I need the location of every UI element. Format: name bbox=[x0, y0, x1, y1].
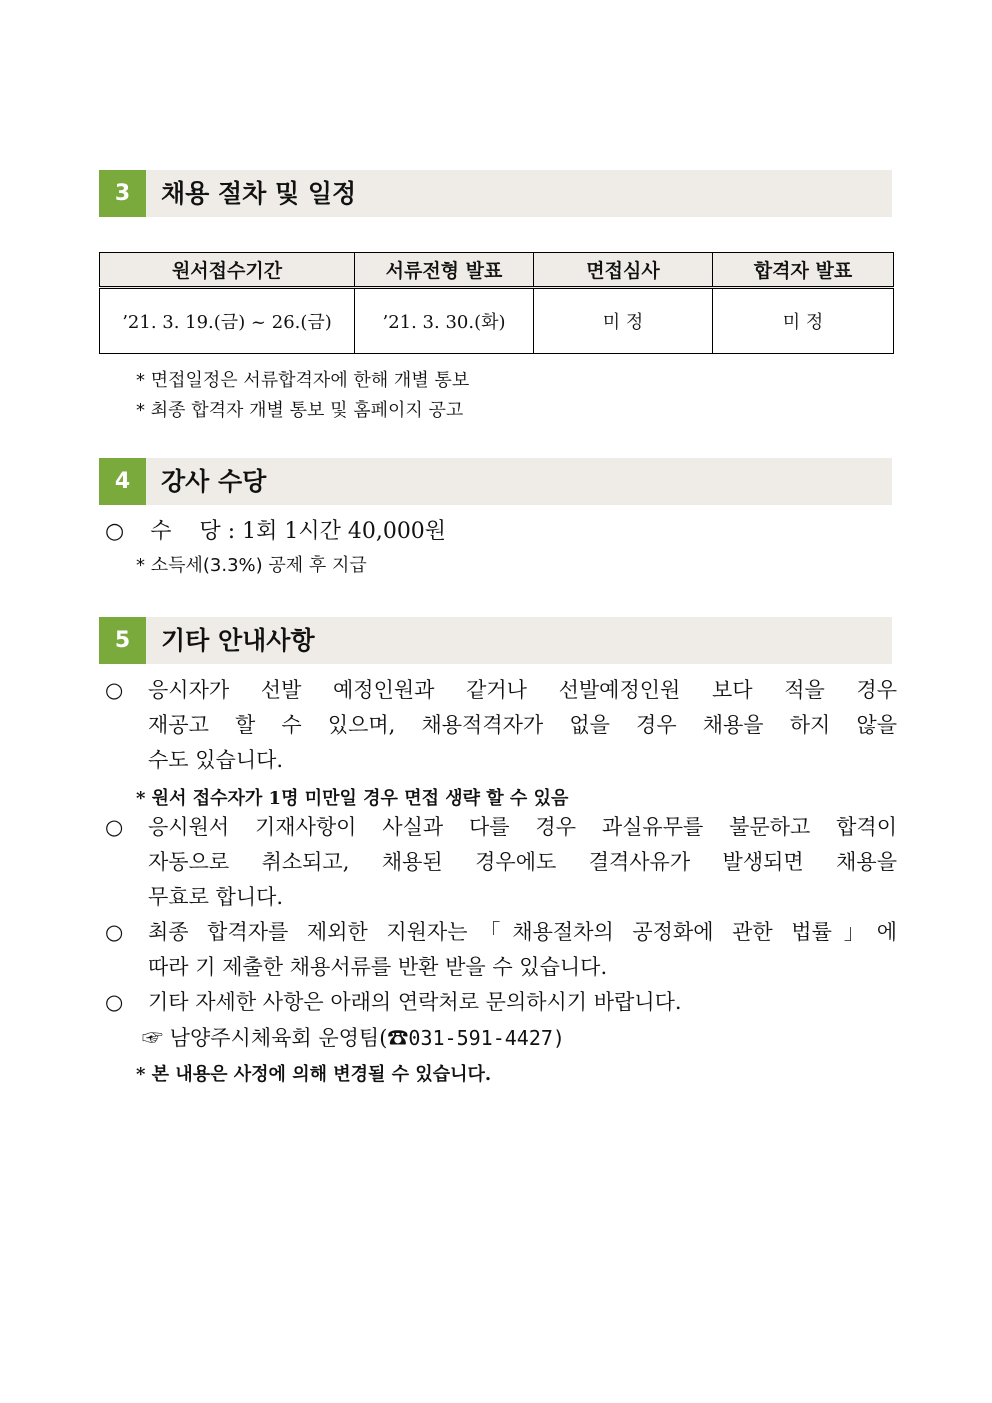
notice-paragraph bbox=[105, 673, 897, 778]
table-cell: ’21. 3. 19.(금) ~ 26.(금) bbox=[122, 312, 332, 333]
paragraph-line: 응시원서 기재사항이 사실과 다를 경우 과실유무를 불문하고 합격이 bbox=[148, 815, 897, 839]
paragraph-line: 최종 합격자를 제외한 지원자는「채용절차의 공정화에 관한 법률」에 bbox=[148, 920, 897, 944]
section-number: 4 bbox=[99, 458, 146, 505]
paragraph-line: 재공고 할 수 있으며, 채용적격자가 없을 경우 채용을 하지 않을 bbox=[148, 713, 897, 737]
table-row bbox=[100, 288, 894, 354]
section-header-other bbox=[99, 617, 892, 664]
allowance-label: 수 당 bbox=[150, 519, 221, 544]
bullet-circle: ○ bbox=[105, 519, 125, 544]
bullet-circle: ○ bbox=[105, 815, 124, 839]
table-cell: 미 정 bbox=[713, 288, 894, 354]
bullet-circle: ○ bbox=[105, 678, 124, 702]
schedule-note: * 최종 합격자 개별 통보 및 홈페이지 공고 bbox=[136, 400, 464, 421]
section-title: 강사 수당 bbox=[161, 467, 267, 496]
phone-icon: ☎ bbox=[387, 1026, 409, 1050]
notice-paragraph bbox=[105, 810, 897, 915]
header-cell: 합격자 발표 bbox=[713, 253, 894, 288]
table-cell: ’21. 3. 30.(화) bbox=[355, 288, 534, 354]
bullet-circle: ○ bbox=[105, 990, 124, 1014]
section-header-schedule bbox=[99, 170, 892, 217]
bullet-circle: ○ bbox=[105, 920, 124, 944]
notice-paragraph bbox=[105, 915, 897, 985]
interview-note: * 원서 접수자가 1명 미만일 경우 면접 생략 할 수 있음 bbox=[136, 788, 569, 809]
allowance-value: : 1회 1시간 40,000원 bbox=[227, 519, 447, 544]
header-cell: 서류전형 발표 bbox=[355, 253, 534, 288]
section-title: 채용 절차 및 일정 bbox=[161, 179, 357, 208]
contact-phone: 031-591-4427) bbox=[408, 1026, 565, 1050]
change-note: * 본 내용은 사정에 의해 변경될 수 있습니다. bbox=[136, 1064, 492, 1085]
section-header-allowance bbox=[99, 458, 892, 505]
contact-team: ☞ 남양주시체육회 운영팀( bbox=[142, 1026, 388, 1050]
section-number: 5 bbox=[99, 617, 146, 664]
paragraph-line: 따라 기 제출한 채용서류를 반환 받을 수 있습니다. bbox=[148, 955, 608, 979]
contact-line bbox=[142, 1022, 565, 1052]
section-title: 기타 안내사항 bbox=[161, 626, 315, 655]
paragraph-line: 수도 있습니다. bbox=[148, 748, 284, 772]
paragraph-line: 기타 자세한 사항은 아래의 연락처로 문의하시기 바랍니다. bbox=[148, 990, 682, 1014]
allowance-note: * 소득세(3.3%) 공제 후 지급 bbox=[136, 555, 367, 576]
table-cell: 미 정 bbox=[534, 288, 713, 354]
notice-paragraph bbox=[105, 985, 897, 1020]
allowance-line bbox=[105, 514, 446, 545]
paragraph-line: 자동으로 취소되고, 채용된 경우에도 결격사유가 발생되면 채용을 bbox=[148, 850, 897, 874]
table-header-row bbox=[100, 253, 894, 288]
section-number: 3 bbox=[99, 170, 146, 217]
schedule-note: * 면접일정은 서류합격자에 한해 개별 통보 bbox=[136, 370, 470, 391]
header-cell: 원서접수기간 bbox=[100, 253, 355, 288]
schedule-table bbox=[99, 252, 894, 354]
header-cell: 면접심사 bbox=[534, 253, 713, 288]
paragraph-line: 무효로 합니다. bbox=[148, 885, 284, 909]
paragraph-line: 응시자가 선발 예정인원과 같거나 선발예정인원 보다 적을 경우 bbox=[148, 678, 897, 702]
